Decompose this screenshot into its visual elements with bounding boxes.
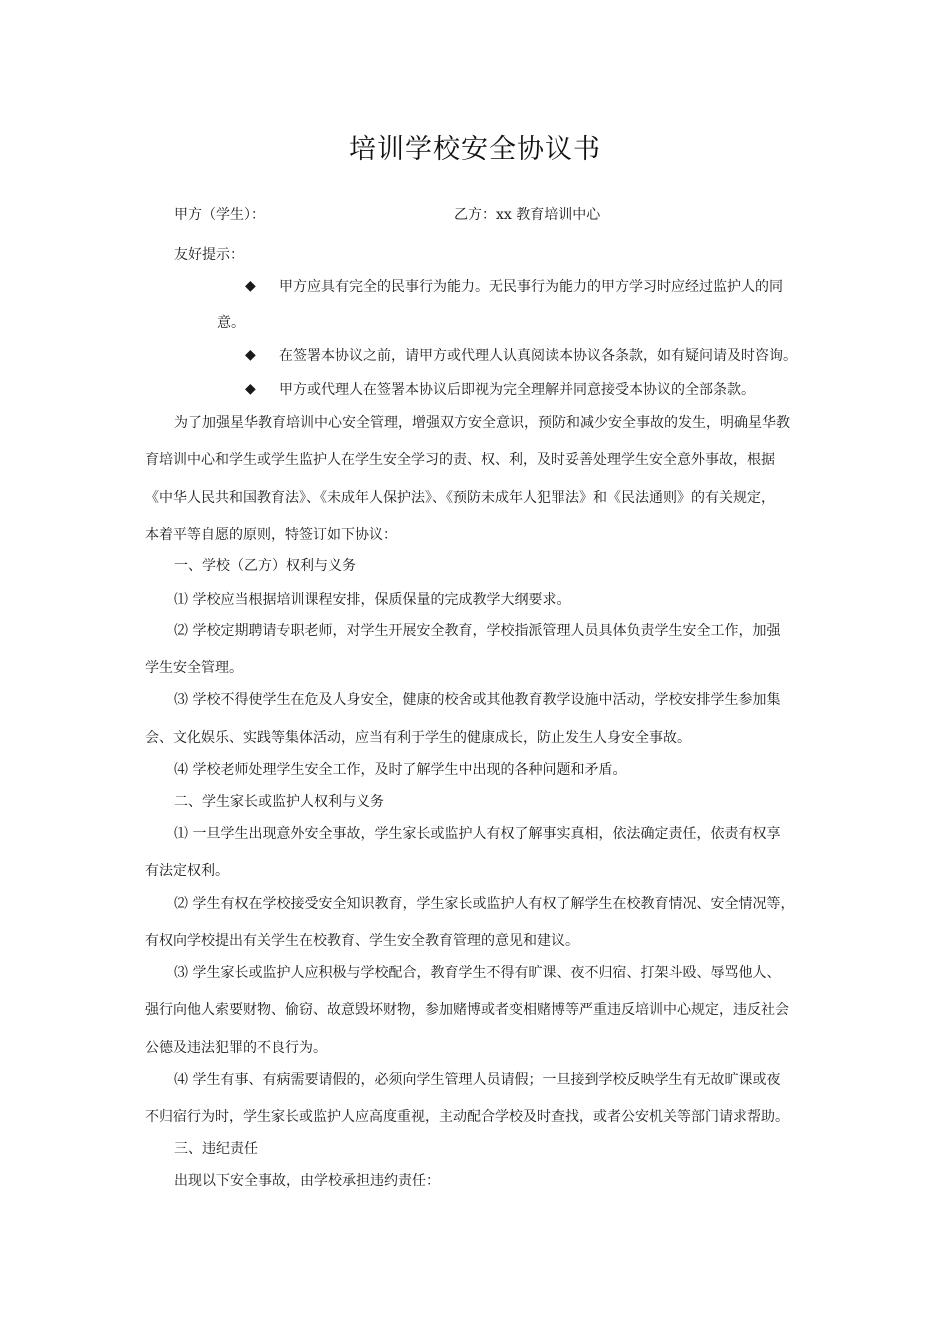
section-2-item-1-line-2: 有法定权利。 (145, 863, 229, 879)
diamond-bullet-icon: ◆ (245, 347, 256, 363)
party-b-label: 乙方：xx 教育培训中心 (454, 207, 601, 223)
section-1-heading: 一、学校（乙方）权利与义务 (174, 558, 356, 574)
section-2-item-3-line-1: ⑶ 学生家长或监护人应积极与学校配合，教育学生不得有旷课、夜不归宿、打架斗殴、辱骂他人、 (174, 965, 781, 981)
tip-1-line-1: 甲方应具有完全的民事行为能力。无民事行为能力的甲方学习时应经过监护人的同 (279, 279, 783, 295)
section-2-item-2-line-1: ⑵ 学生有权在学校接受安全知识教育，学生家长或监护人有权了解学生在校教育情况、安全情况等， (174, 896, 795, 912)
intro-line-3: 《中华人民共和国教育法》、《未成年人保护法》、《预防未成年人犯罪法》和《民法通则》的有关规定， (145, 490, 775, 506)
section-2-heading: 二、学生家长或监护人权利与义务 (174, 794, 384, 810)
section-2-item-1-line-1: ⑴ 一旦学生出现意外安全事故，学生家长或监护人有权了解事实真相，依法确定责任，依责有权享 (174, 826, 781, 842)
section-1-item-3-line-2: 会、文化娱乐、实践等集体活动，应当有利于学生的健康成长，防止发生人身安全事故。 (145, 730, 691, 746)
tip-3: 甲方或代理人在签署本协议后即视为完全理解并同意接受本协议的全部条款。 (279, 382, 755, 398)
section-2-item-3-line-3: 公德及违法犯罪的不良行为。 (145, 1040, 327, 1056)
intro-line-2: 育培训中心和学生或学生监护人在学生安全学习的责、权、利，及时妥善处理学生安全意外事故，根据 (145, 452, 775, 468)
intro-line-1: 为了加强星华教育培训中心安全管理，增强双方安全意识，预防和减少安全事故的发生，明确星华教 (174, 415, 790, 431)
tip-1-line-2: 意。 (217, 315, 245, 331)
party-a-label: 甲方（学生）： (174, 207, 265, 223)
section-1-item-1: ⑴ 学校应当根据培训课程安排，保质保量的完成教学大纲要求。 (174, 592, 571, 608)
section-3-intro: 出现以下安全事故，由学校承担违约责任： (174, 1173, 440, 1189)
document-title: 培训学校安全协议书 (349, 134, 601, 165)
section-3-heading: 三、违纪责任 (174, 1141, 258, 1157)
diamond-bullet-icon: ◆ (245, 381, 256, 397)
diamond-bullet-icon: ◆ (245, 278, 256, 294)
section-2-item-3-line-2: 强行向他人索要财物、偷窃、故意毁坏财物，参加赌博或者变相赌博等严重违反培训中心规定，违反社会 (145, 1002, 789, 1018)
section-2-item-4-line-1: ⑷ 学生有事、有病需要请假的，必须向学生管理人员请假；一旦接到学校反映学生有无故旷课或夜 (174, 1072, 781, 1088)
section-1-item-4: ⑷ 学校老师处理学生安全工作，及时了解学生中出现的各种问题和矛盾。 (174, 762, 627, 778)
section-1-item-2-line-2: 学生安全管理。 (145, 660, 243, 676)
section-1-item-2-line-1: ⑵ 学校定期聘请专职老师，对学生开展安全教育，学校指派管理人员具体负责学生安全工作，加强 (174, 623, 781, 639)
section-2-item-4-line-2: 不归宿行为时，学生家长或监护人应高度重视，主动配合学校及时查找，或者公安机关等部门请求帮助。 (145, 1109, 789, 1125)
section-2-item-2-line-2: 有权向学校提出有关学生在校教育、学生安全教育管理的意见和建议。 (145, 933, 579, 949)
intro-line-4: 本着平等自愿的原则，特签订如下协议： (145, 527, 397, 543)
section-1-item-3-line-1: ⑶ 学校不得使学生在危及人身安全，健康的校舍或其他教育教学设施中活动，学校安排学生参加集 (174, 692, 781, 708)
tips-heading: 友好提示： (174, 247, 244, 263)
tip-2: 在签署本协议之前，请甲方或代理人认真阅读本协议各条款，如有疑问请及时咨询。 (279, 348, 797, 364)
